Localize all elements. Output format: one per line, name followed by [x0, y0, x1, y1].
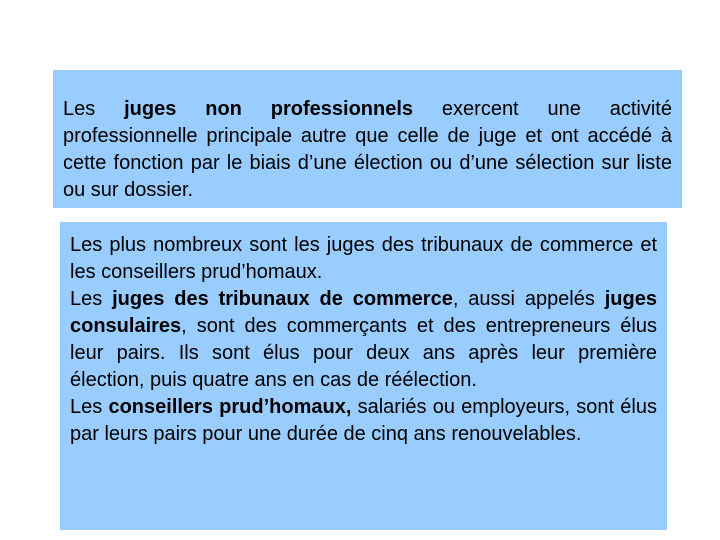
text-span: , sont des commerçants et des entrepreneurs élus leur pairs. Ils sont élus pour deux ans après leur première élection, puis quatre ans en cas de réélection.	[70, 315, 657, 391]
bold-term-conseillers-prudhomaux: conseillers prud’homaux,	[108, 396, 352, 418]
text-span: Les	[70, 288, 113, 310]
bottom-paragraph-intro	[70, 232, 657, 286]
text-span: Les	[70, 396, 109, 418]
bottom-paragraph-tribunaux	[70, 286, 657, 394]
bottom-text-box	[60, 222, 667, 530]
text-span: Les plus nombreux sont les juges des tribunaux de commerce et les conseillers prud’homaux.	[70, 234, 657, 283]
text-span: , aussi appelés	[452, 288, 605, 310]
top-text-box	[53, 70, 682, 208]
text-span: exercent une activité professionnelle principale autre que celle de juge et ont accédé à cette fonction par le biais d’une élection ou d’une sélection sur liste ou sur dossier.	[63, 98, 672, 201]
bottom-paragraph-prudhommes	[70, 394, 657, 448]
bold-term-juges-non-professionnels: juges non professionnels	[124, 98, 414, 120]
bold-term-juges-tribunaux-commerce: juges des tribunaux de commerce	[112, 288, 453, 310]
top-paragraph	[63, 96, 672, 204]
text-span: Les	[63, 98, 125, 120]
bold-term-juges-consulaires: juges consulaires	[70, 288, 657, 337]
text-span: salariés ou employeurs, sont élus par leurs pairs pour une durée de cinq ans renouvelables.	[70, 396, 657, 445]
